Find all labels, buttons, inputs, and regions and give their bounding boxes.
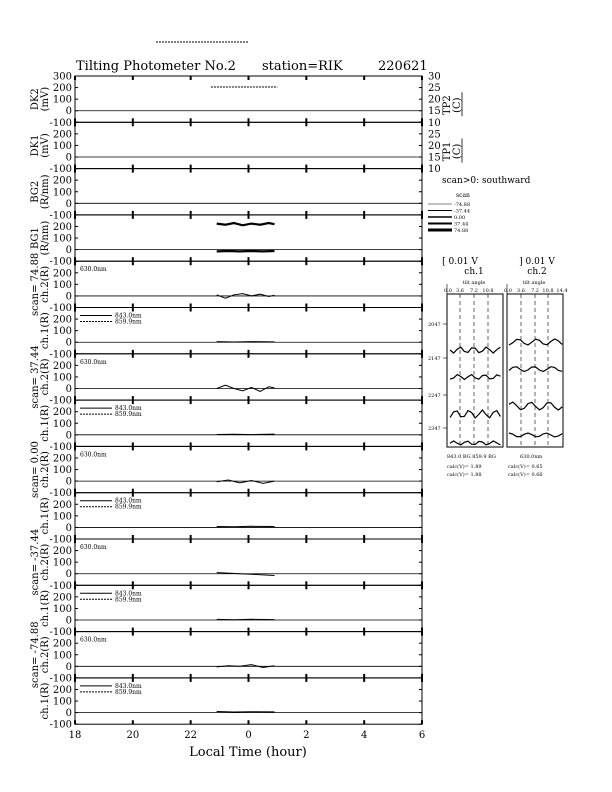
y-tick-label: 0 — [65, 661, 72, 673]
y-tick-label: -100 — [49, 488, 72, 500]
x-tick-label: 4 — [360, 730, 368, 742]
ch2-scale: ] 0.01 V — [519, 257, 555, 267]
wavelength-annotation: 630.0nm — [80, 358, 107, 366]
panel-label: (R/nm) — [40, 220, 51, 256]
right-axis-label: TP2 — [442, 95, 453, 116]
ch1-trace — [450, 347, 500, 353]
y-tick-label: 0 — [65, 615, 72, 627]
ch1-angle-tick: 0.0 — [444, 288, 452, 294]
y-tick-label: 200 — [52, 360, 72, 372]
panel-label: scan= 0.00 — [30, 441, 41, 499]
ch2-trace — [509, 339, 562, 345]
y-tick-label: -100 — [49, 441, 72, 453]
x-tick-label: 6 — [418, 730, 426, 742]
panel-label: ch.1(R) — [40, 589, 51, 627]
ch1-angle-tick: 10.8 — [482, 288, 494, 294]
panel-label: ch.1(R) — [40, 682, 51, 720]
y-tick-label: 0 — [65, 291, 72, 303]
y-tick-label: 200 — [52, 175, 72, 187]
y-tick-label: 0 — [65, 569, 72, 581]
y-tick-label: 100 — [52, 140, 72, 152]
panel-label: ch.1(R) — [40, 312, 51, 350]
panel-6 — [40, 308, 422, 361]
y-tick-label: 100 — [52, 465, 72, 477]
panel-frame — [75, 446, 422, 492]
ch2-label: ch.2 — [527, 267, 547, 277]
panel-label: ch.2(R) — [40, 543, 51, 581]
y-tick-label: -100 — [49, 627, 72, 639]
ch2-calc: calc(V)= 0.66 — [508, 472, 543, 478]
panel-label: ch.2(R) — [40, 451, 51, 489]
right-axis-label: (C) — [452, 97, 463, 113]
scan-legend-entry: -37.44 — [454, 208, 471, 215]
ch1-frame — [447, 294, 503, 447]
x-tick-label: 18 — [68, 730, 82, 742]
inset-time-label: 2247 — [428, 393, 441, 399]
ch2-calc: calc(V)= 0.65 — [508, 464, 543, 470]
right-tick-label: 30 — [428, 71, 441, 83]
y-tick-label: 0 — [65, 522, 72, 534]
y-tick-label: -100 — [49, 117, 72, 129]
ch2-angle-tick: 0.0 — [504, 288, 512, 294]
x-axis-label: Local Time (hour) — [189, 745, 307, 760]
chart-title: Tilting Photometer No.2 — [76, 59, 236, 74]
right-axis-label: TP1 — [442, 141, 453, 162]
panel-frame — [75, 169, 422, 215]
inset-time-label: 2147 — [428, 356, 441, 362]
right-tick-label: 15 — [428, 106, 441, 118]
y-tick-label: 200 — [52, 83, 72, 95]
y-tick-label: 200 — [52, 592, 72, 604]
x-axis — [69, 730, 426, 741]
right-tick-label: 25 — [428, 129, 441, 141]
inset-panel — [428, 257, 568, 478]
y-tick-label: 200 — [52, 268, 72, 280]
right-axis-label: (C) — [452, 143, 463, 160]
ch1-trace — [450, 375, 500, 380]
y-tick-label: -100 — [49, 673, 72, 685]
panel-9 — [30, 441, 422, 499]
panel-label: ch.1(R) — [40, 497, 51, 535]
ch1-calc: calc(V)= 1.88 — [447, 472, 482, 478]
panel-7 — [30, 345, 422, 408]
panel-label: ch.2(R) — [40, 358, 51, 396]
y-tick-label: -100 — [49, 256, 72, 268]
panel-frame — [75, 215, 422, 261]
ch1-bottom-label: 843.0 BG 859.9 BG — [447, 454, 496, 460]
panel-label: ch.2(R) — [40, 265, 51, 303]
panel-label: BG1 — [30, 227, 41, 249]
panel-frame — [75, 261, 422, 307]
station-label: station=RIK — [262, 59, 343, 74]
y-tick-label: 200 — [52, 453, 72, 465]
scan-legend-entry: -74.88 — [454, 202, 471, 208]
panel-label: scan= -37.44 — [30, 528, 41, 596]
scan-legend-entry: 37.44 — [454, 221, 469, 228]
ch2-angle-tick: 3.6 — [517, 288, 525, 294]
ch2-bottom-label: 630.0nm — [520, 454, 543, 460]
scan-legend-entry: 0.00 — [454, 215, 466, 221]
ch2-angle-tick: 14.4 — [556, 288, 568, 294]
panel-10 — [40, 493, 422, 546]
wavelength-annotation: 630.0nm — [80, 266, 107, 274]
ch1-label: ch.1 — [464, 267, 484, 277]
data-series — [217, 712, 275, 713]
y-tick-label: 100 — [52, 94, 72, 106]
panel-8 — [40, 400, 422, 453]
data-series — [217, 480, 275, 483]
panel-label: (R/nm) — [40, 174, 51, 210]
scan-legend-title: scan>0: southward — [442, 176, 531, 186]
y-tick-label: 0 — [65, 430, 72, 442]
legend-label: 843.0nm — [115, 682, 142, 690]
wavelength-annotation: 630.0nm — [80, 544, 107, 551]
y-tick-label: 0 — [65, 337, 72, 349]
legend-label: 859.9nm — [115, 688, 142, 696]
y-tick-label: -100 — [49, 210, 72, 222]
ch2-trace — [509, 433, 562, 437]
y-tick-label: 200 — [52, 546, 72, 558]
y-tick-label: -100 — [49, 395, 72, 407]
ch2-angle-tick: 7.2 — [531, 288, 539, 294]
ch1-scale: [ 0.01 V — [442, 257, 478, 267]
y-tick-label: 100 — [52, 326, 72, 338]
right-tick-label: 15 — [428, 152, 441, 164]
y-tick-label: 100 — [52, 557, 72, 569]
y-tick-label: -100 — [49, 349, 72, 361]
y-tick-label: -100 — [49, 580, 72, 592]
y-tick-label: 100 — [52, 603, 72, 615]
panel-label: ch.2(R) — [40, 636, 51, 674]
y-tick-label: 100 — [52, 187, 72, 199]
tilt-angle-label: tilt angle — [462, 280, 486, 286]
panel-12 — [40, 585, 422, 638]
y-tick-label: 200 — [52, 314, 72, 326]
data-series — [217, 223, 275, 225]
scan-legend — [428, 176, 531, 234]
inset-time-label: 2047 — [428, 322, 441, 328]
data-series — [217, 434, 275, 435]
y-tick-label: 0 — [65, 198, 72, 210]
panel-label: ch.1(R) — [40, 404, 51, 442]
legend-label: 843.0nm — [115, 312, 142, 320]
ch1-calc: calc(V)= 1.89 — [447, 464, 482, 470]
legend-label: 859.9nm — [115, 411, 142, 419]
panel-frame — [75, 354, 422, 400]
y-tick-label: 100 — [52, 511, 72, 523]
date-label: 220621 — [378, 59, 428, 74]
y-tick-label: 200 — [52, 684, 72, 696]
wavelength-annotation: 630.0nm — [80, 451, 107, 459]
y-tick-label: 300 — [52, 71, 72, 83]
y-tick-label: 100 — [52, 372, 72, 384]
panel-1 — [30, 72, 463, 129]
y-tick-label: -100 — [49, 719, 72, 731]
panel-2 — [30, 122, 463, 175]
wavelength-annotation: 630.0nm — [80, 636, 107, 644]
ch1-angle-tick: 7.2 — [470, 288, 478, 294]
x-tick-label: 2 — [303, 730, 310, 742]
legend-label: 843.0nm — [115, 590, 142, 598]
panel-label: (mV) — [40, 86, 51, 112]
right-tick-label: 10 — [428, 164, 441, 176]
scan-legend-entry: 74.88 — [454, 228, 469, 234]
panel-label: scan= 37.44 — [30, 345, 41, 409]
y-tick-label: -100 — [49, 534, 72, 546]
panel-frame — [75, 632, 422, 678]
ch1-angle-tick: 3.6 — [456, 288, 464, 294]
ch1-trace — [450, 441, 500, 445]
y-tick-label: 0 — [65, 245, 72, 257]
panel-4 — [30, 215, 422, 268]
panel-label: scan= 74.88 — [30, 252, 41, 317]
y-tick-label: 200 — [52, 129, 72, 141]
ch2-angle-tick: 10.8 — [542, 288, 554, 294]
legend-label: 843.0nm — [115, 497, 142, 505]
x-tick-label: 0 — [245, 730, 252, 742]
panel-frame — [75, 76, 422, 122]
legend-label: 843.0nm — [115, 405, 142, 413]
scan-legend-header: scan — [456, 192, 470, 199]
y-tick-label: -100 — [49, 164, 72, 176]
ch2-trace — [509, 402, 562, 410]
y-tick-label: 200 — [52, 221, 72, 233]
ch2-trace — [509, 367, 562, 372]
right-tick-label: 10 — [428, 117, 441, 129]
y-tick-label: 100 — [52, 418, 72, 430]
panel-frame — [75, 539, 422, 585]
x-tick-label: 22 — [184, 730, 198, 742]
legend-label: 859.9nm — [115, 318, 142, 326]
panel-label: DK2 — [30, 88, 41, 111]
right-tick-label: 25 — [428, 83, 441, 95]
inset-time-label: 2347 — [428, 426, 441, 432]
y-tick-label: 0 — [65, 106, 72, 118]
x-tick-label: 20 — [126, 730, 140, 742]
y-tick-label: 200 — [52, 638, 72, 650]
panel-5 — [30, 253, 422, 316]
panel-label: DK1 — [30, 134, 41, 157]
y-tick-label: 0 — [65, 708, 72, 720]
ch1-trace — [450, 410, 500, 418]
legend-label: 859.9nm — [115, 503, 142, 511]
y-tick-label: 200 — [52, 407, 72, 419]
panel-label: BG2 — [30, 180, 41, 203]
right-tick-label: 20 — [428, 94, 441, 106]
y-tick-label: 0 — [65, 384, 72, 396]
y-tick-label: 0 — [65, 152, 72, 164]
y-tick-label: 100 — [52, 650, 72, 662]
panel-3 — [30, 169, 422, 222]
panel-label: scan= -74.88 — [30, 621, 41, 689]
y-tick-label: 100 — [52, 696, 72, 708]
y-tick-label: 100 — [52, 279, 72, 291]
right-tick-label: 20 — [428, 140, 441, 152]
panel-label: (mV) — [40, 133, 51, 158]
y-tick-label: 0 — [65, 476, 72, 488]
y-tick-label: 100 — [52, 233, 72, 245]
legend-label: 859.9nm — [115, 596, 142, 604]
y-tick-label: 200 — [52, 499, 72, 511]
panel-14 — [40, 678, 422, 731]
tilt-angle-label: tilt angle — [522, 280, 546, 286]
y-tick-label: -100 — [49, 303, 72, 314]
panel-frame — [75, 122, 422, 168]
